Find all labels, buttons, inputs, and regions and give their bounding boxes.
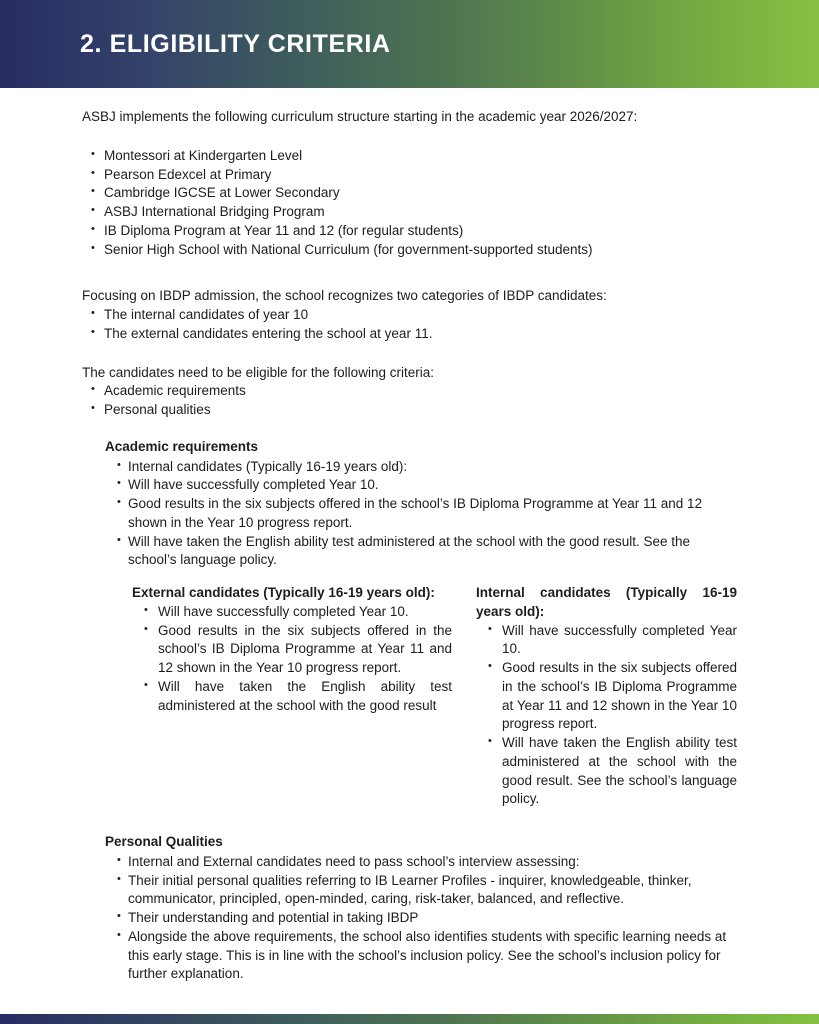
list-item: • Will have successfully completed Year 10.: [476, 622, 737, 660]
external-candidates-list: [132, 603, 452, 716]
internal-candidates-column: [476, 584, 737, 809]
list-item: • Internal and External candidates need to pass school’s interview assessing:: [105, 853, 735, 872]
list-item: • Academic requirements: [82, 382, 735, 401]
list-item: • Will have taken the English ability test administered at the school with the good result. See the school’s language policy.: [105, 533, 735, 571]
list-item: • The internal candidates of year 10: [82, 306, 735, 325]
personal-qualities-heading: Personal Qualities: [105, 834, 223, 849]
list-item: • Personal qualities: [82, 401, 735, 420]
list-item: • ASBJ International Bridging Program: [82, 203, 735, 222]
document-body: [0, 88, 819, 984]
list-item: • Senior High School with National Curriculum (for government-supported students): [82, 241, 735, 260]
criteria-paragraph: The candidates need to be eligible for the following criteria:: [82, 364, 434, 380]
list-item: • Will have successfully completed Year 10.: [105, 476, 735, 495]
list-item: • Their understanding and potential in taking IBDP: [105, 909, 735, 928]
list-item: • Internal candidates (Typically 16-19 years old):: [105, 458, 735, 477]
list-item: • Montessori at Kindergarten Level: [82, 147, 735, 166]
criteria-list: [82, 382, 735, 420]
internal-candidates-heading: Internal candidates (Typically 16-19 years old):: [476, 585, 737, 619]
list-item: • Cambridge IGCSE at Lower Secondary: [82, 184, 735, 203]
curriculum-list: [82, 147, 735, 260]
external-candidates-column: [132, 584, 452, 809]
title-banner: [0, 0, 819, 88]
candidate-categories-list: [82, 306, 735, 344]
footer-accent-bar: [0, 1014, 819, 1024]
list-item: • IB Diploma Program at Year 11 and 12 (for regular students): [82, 222, 735, 241]
list-item: • The external candidates entering the school at year 11.: [82, 325, 735, 344]
candidates-columns: [132, 584, 737, 809]
list-item: • Will have taken the English ability test administered at the school with the good result: [132, 678, 452, 716]
list-item: • Their initial personal qualities referring to IB Learner Profiles - inquirer, knowledgeable, thinker, communicator, principled, open-minded, caring, risk-taker, balanced, and reflective.: [105, 872, 735, 910]
list-item: • Good results in the six subjects offered in the school’s IB Diploma Programme at Year 11 and 12 shown in the Year 10 progress report.: [476, 659, 737, 734]
list-item: • Good results in the six subjects offered in the school’s IB Diploma Programme at Year 11 and 12 shown in the Year 10 progress report.: [132, 622, 452, 678]
academic-requirements-list: [105, 458, 735, 571]
list-item: • Good results in the six subjects offered in the school’s IB Diploma Programme at Year 11 and 12 shown in the Year 10 progress report.: [105, 495, 735, 533]
list-item: • Will have successfully completed Year 10.: [132, 603, 452, 622]
list-item: • Alongside the above requirements, the school also identifies students with specific learning needs at this early stage. This is in line with the school’s inclusion policy. See the school’s inclusion policy for further explanation.: [105, 928, 735, 984]
academic-requirements-heading: Academic requirements: [105, 438, 259, 454]
page-title: 2. ELIGIBILITY CRITERIA: [80, 29, 391, 58]
academic-requirements-section: [105, 438, 735, 570]
personal-qualities-list: [105, 853, 735, 984]
personal-qualities-section: [105, 833, 735, 984]
list-item: • Will have taken the English ability test administered at the school with the good result. See the school’s language policy.: [476, 734, 737, 809]
intro-paragraph: ASBJ implements the following curriculum structure starting in the academic year 2026/2027:: [82, 109, 638, 124]
list-item: • Pearson Edexcel at Primary: [82, 166, 735, 185]
internal-candidates-list: [476, 622, 737, 810]
focus-paragraph: Focusing on IBDP admission, the school recognizes two categories of IBDP candidates:: [82, 288, 607, 304]
external-candidates-heading: External candidates (Typically 16-19 years old):: [132, 585, 435, 600]
